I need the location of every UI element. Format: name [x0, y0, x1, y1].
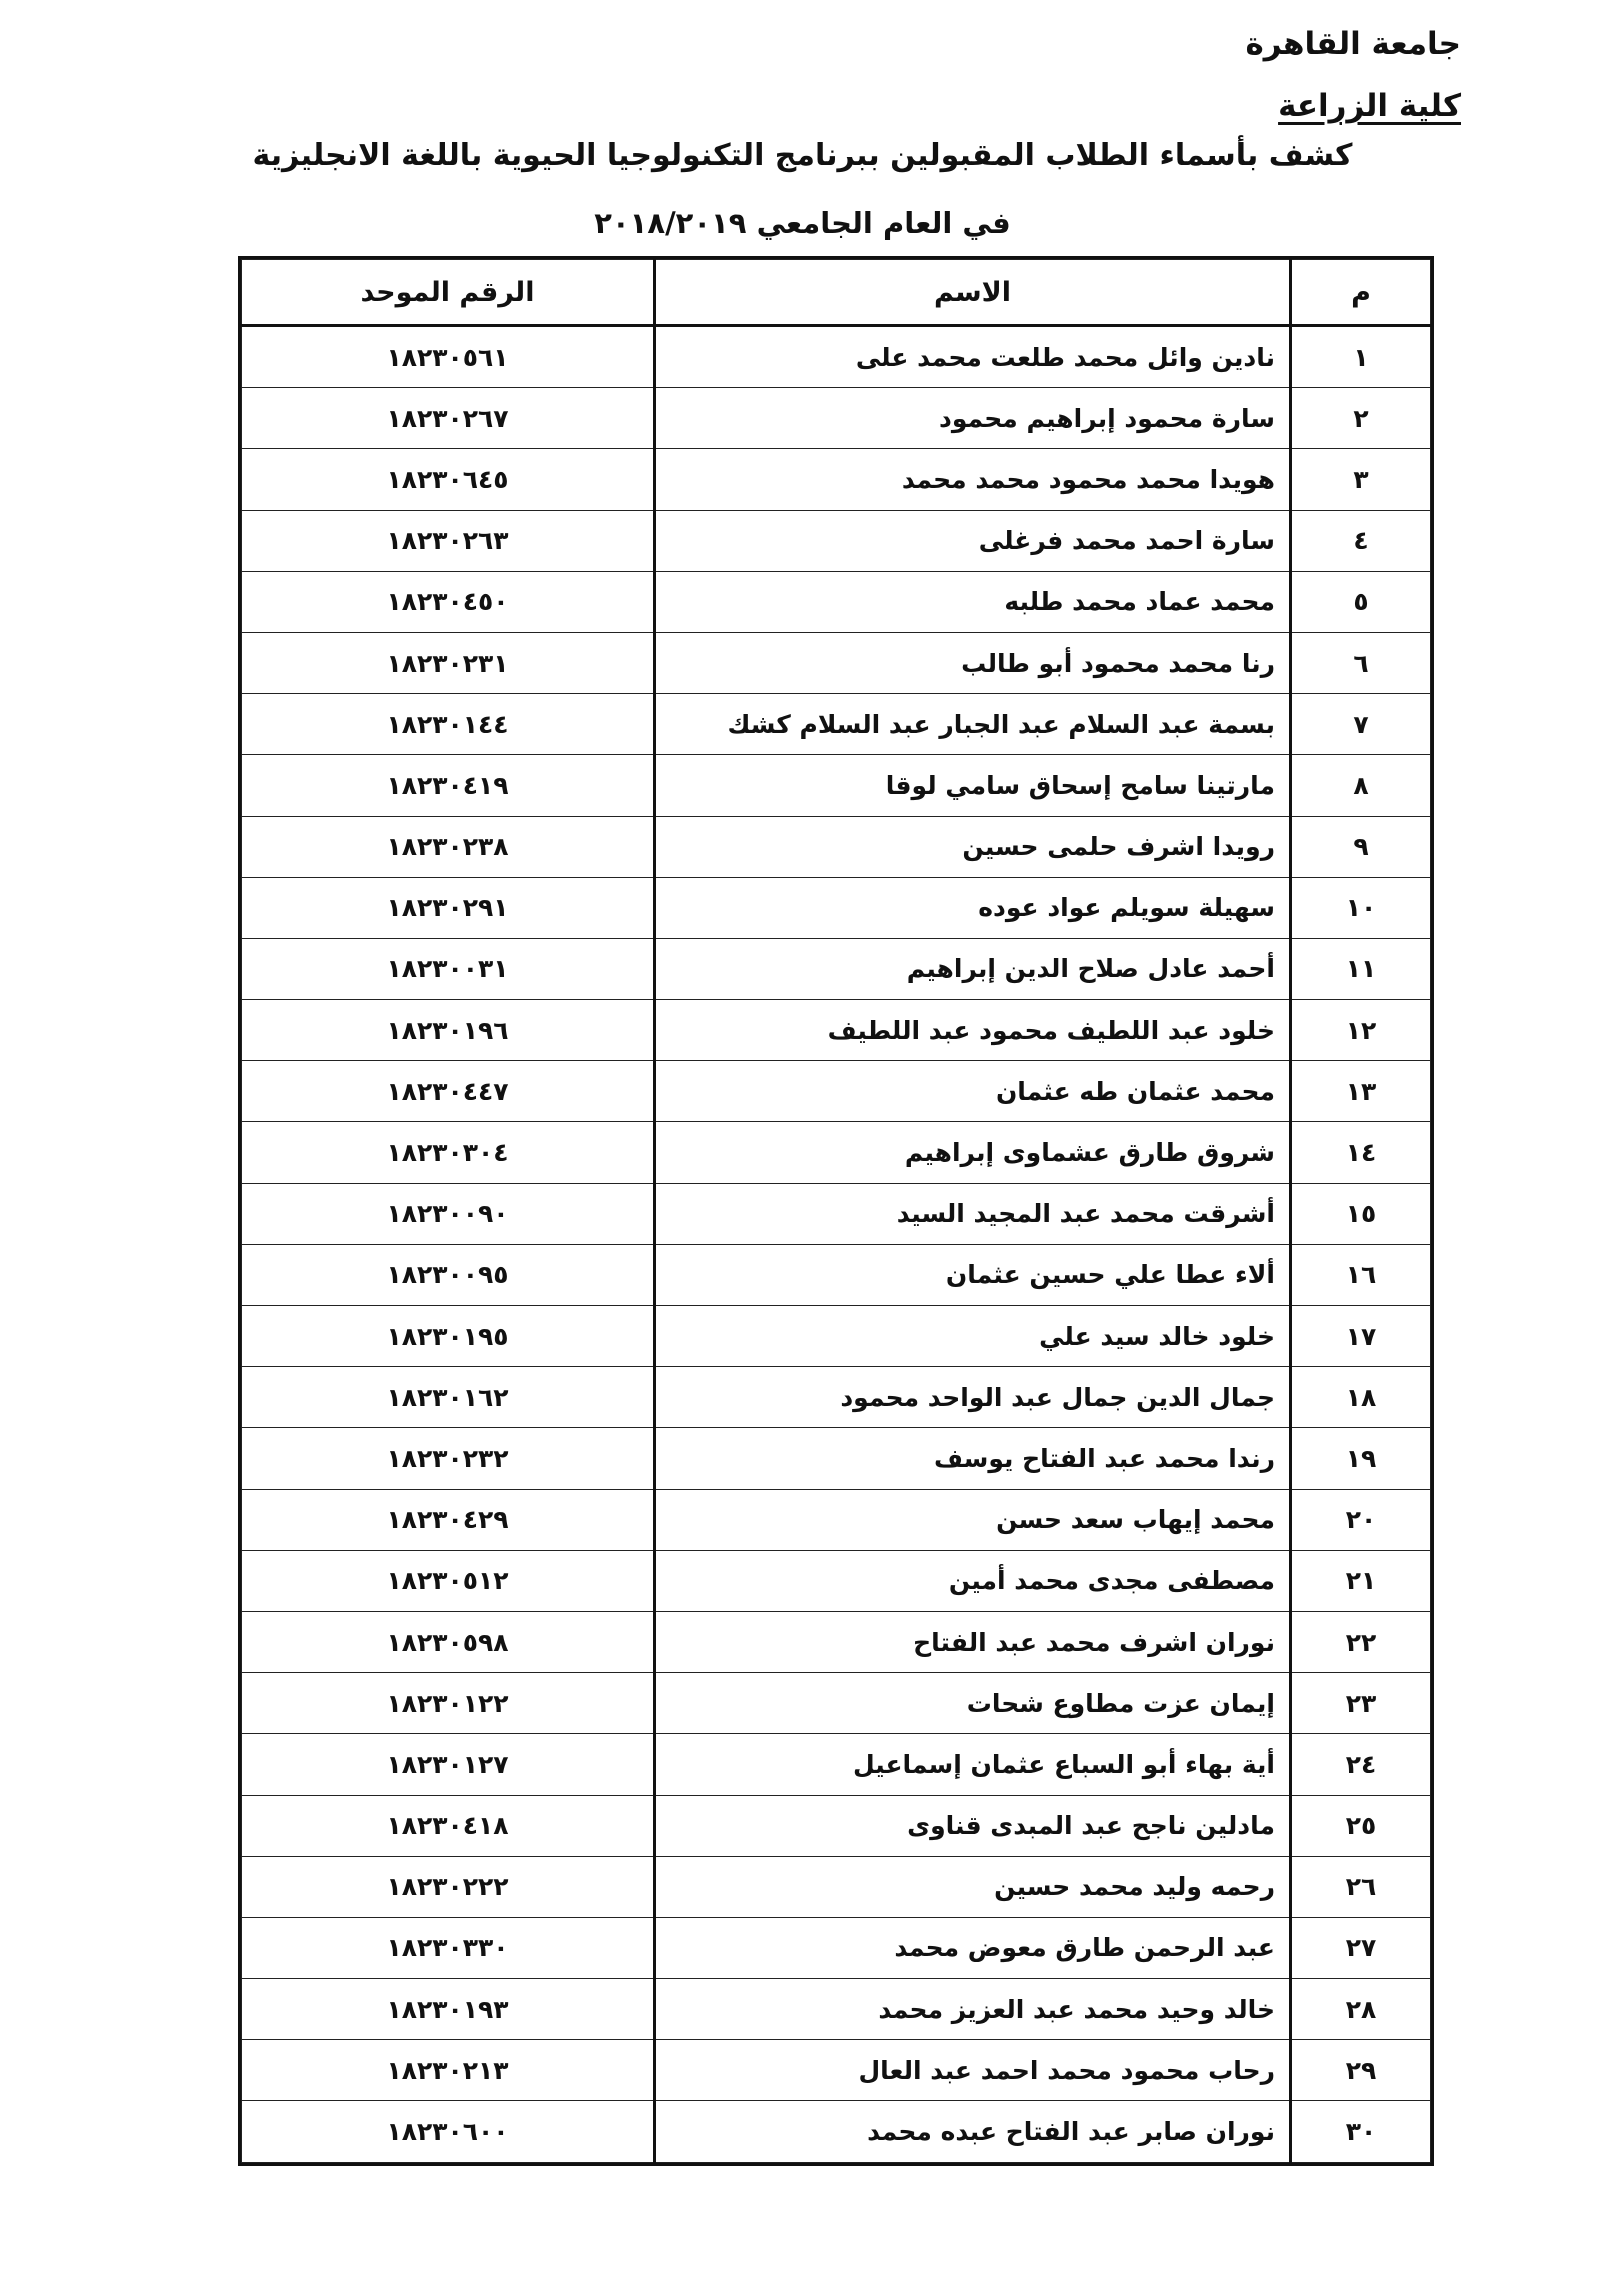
- student-name: رويدا اشرف حلمى حسين: [655, 816, 1291, 877]
- unified-id: ١٨٢٣٠٤١٨: [242, 1795, 655, 1856]
- student-name: رحمه وليد محمد حسين: [655, 1856, 1291, 1917]
- table-row: [242, 1550, 1431, 1611]
- unified-id: ١٨٢٣٠١٩٥: [242, 1306, 655, 1367]
- student-name: إيمان عزت مطاوع شحات: [655, 1673, 1291, 1734]
- table-row: [242, 388, 1431, 449]
- table-row: [242, 1795, 1431, 1856]
- unified-id: ١٨٢٣٠٤١٩: [242, 755, 655, 816]
- row-index: ٢٠: [1291, 1489, 1431, 1550]
- table-row: [242, 1917, 1431, 1978]
- row-index: ١٦: [1291, 1244, 1431, 1305]
- table-row: [242, 326, 1431, 388]
- row-index: ٥: [1291, 571, 1431, 632]
- table-body: [242, 326, 1431, 2163]
- unified-id: ١٨٢٣٠٢٣٢: [242, 1428, 655, 1489]
- row-index: ١٧: [1291, 1306, 1431, 1367]
- unified-id: ١٨٢٣٠٢٣٨: [242, 816, 655, 877]
- row-index: ٢٧: [1291, 1917, 1431, 1978]
- table-row: [242, 877, 1431, 938]
- students-table-grid: [241, 259, 1431, 2163]
- table-header-row: [242, 260, 1431, 326]
- unified-id: ١٨٢٣٠٠٣١: [242, 938, 655, 999]
- row-index: ٢٩: [1291, 2040, 1431, 2101]
- university-name: جامعة القاهرة: [1245, 26, 1461, 62]
- unified-id: ١٨٢٣٠١٦٢: [242, 1367, 655, 1428]
- row-index: ٤: [1291, 510, 1431, 571]
- student-name: شروق طارق عشماوى إبراهيم: [655, 1122, 1291, 1183]
- student-name: نوران اشرف محمد عبد الفتاح: [655, 1611, 1291, 1672]
- unified-id: ١٨٢٣٠٢٦٧: [242, 388, 655, 449]
- student-name: أية بهاء أبو السباع عثمان إسماعيل: [655, 1734, 1291, 1795]
- table-row: [242, 1367, 1431, 1428]
- column-header-unified-id: الرقم الموحد: [242, 260, 655, 326]
- student-name: سارة محمود إبراهيم محمود: [655, 388, 1291, 449]
- student-name: هويدا محمد محمود محمد محمد: [655, 449, 1291, 510]
- column-header-index: م: [1291, 260, 1431, 326]
- table-row: [242, 2040, 1431, 2101]
- row-index: ٢٢: [1291, 1611, 1431, 1672]
- student-name: أحمد عادل صلاح الدين إبراهيم: [655, 938, 1291, 999]
- row-index: ٢٦: [1291, 1856, 1431, 1917]
- row-index: ١٣: [1291, 1061, 1431, 1122]
- unified-id: ١٨٢٣٠١٩٣: [242, 1979, 655, 2040]
- student-name: رندا محمد عبد الفتاح يوسف: [655, 1428, 1291, 1489]
- unified-id: ١٨٢٣٠٢٩١: [242, 877, 655, 938]
- table-row: [242, 1428, 1431, 1489]
- row-index: ١: [1291, 326, 1431, 388]
- student-name: رحاب محمود محمد احمد عبد العال: [655, 2040, 1291, 2101]
- table-row: [242, 632, 1431, 693]
- student-name: محمد عماد محمد طلبه: [655, 571, 1291, 632]
- row-index: ٣٠: [1291, 2101, 1431, 2163]
- row-index: ١٤: [1291, 1122, 1431, 1183]
- unified-id: ١٨٢٣٠٤٤٧: [242, 1061, 655, 1122]
- student-name: سهيلة سويلم عواد عوده: [655, 877, 1291, 938]
- row-index: ١٥: [1291, 1183, 1431, 1244]
- row-index: ١١: [1291, 938, 1431, 999]
- row-index: ٢٣: [1291, 1673, 1431, 1734]
- table-row: [242, 1183, 1431, 1244]
- student-name: جمال الدين جمال عبد الواحد محمود: [655, 1367, 1291, 1428]
- document-title: كشف بأسماء الطلاب المقبولين ببرنامج التكنولوجيا الحيوية باللغة الانجليزية: [252, 138, 1353, 173]
- table-row: [242, 755, 1431, 816]
- unified-id: ١٨٢٣٠٣٠٤: [242, 1122, 655, 1183]
- table-row: [242, 816, 1431, 877]
- academic-year: في العام الجامعي ٢٠١٨/٢٠١٩: [594, 206, 1011, 240]
- table-row: [242, 1611, 1431, 1672]
- student-name: نوران صابر عبد الفتاح عبده محمد: [655, 2101, 1291, 2163]
- unified-id: ١٨٢٣٠٢٦٣: [242, 510, 655, 571]
- student-name: أشرقت محمد عبد المجيد السيد: [655, 1183, 1291, 1244]
- unified-id: ١٨٢٣٠٥٦١: [242, 326, 655, 388]
- unified-id: ١٨٢٣٠٤٥٠: [242, 571, 655, 632]
- column-header-name: الاسم: [655, 260, 1291, 326]
- row-index: ٩: [1291, 816, 1431, 877]
- table-row: [242, 449, 1431, 510]
- student-name: ألاء عطا علي حسين عثمان: [655, 1244, 1291, 1305]
- students-table: [238, 256, 1434, 2166]
- unified-id: ١٨٢٣٠٢١٣: [242, 2040, 655, 2101]
- student-name: مارتينا سامح إسحاق سامي لوقا: [655, 755, 1291, 816]
- row-index: ٣: [1291, 449, 1431, 510]
- unified-id: ١٨٢٣٠٢٣١: [242, 632, 655, 693]
- row-index: ١٨: [1291, 1367, 1431, 1428]
- student-name: سارة احمد محمد فرغلى: [655, 510, 1291, 571]
- table-row: [242, 1122, 1431, 1183]
- student-name: خالد وحيد محمد عبد العزيز محمد: [655, 1979, 1291, 2040]
- row-index: ٢٨: [1291, 1979, 1431, 2040]
- table-row: [242, 1244, 1431, 1305]
- table-row: [242, 1979, 1431, 2040]
- student-name: نادين وائل محمد طلعت محمد على: [655, 326, 1291, 388]
- unified-id: ١٨٢٣٠٥١٢: [242, 1550, 655, 1611]
- unified-id: ١٨٢٣٠٢٢٢: [242, 1856, 655, 1917]
- unified-id: ١٨٢٣٠٥٩٨: [242, 1611, 655, 1672]
- student-name: عبد الرحمن طارق معوض محمد: [655, 1917, 1291, 1978]
- table-row: [242, 1489, 1431, 1550]
- table-row: [242, 1856, 1431, 1917]
- table-row: [242, 1061, 1431, 1122]
- student-name: بسمة عبد السلام عبد الجبار عبد السلام كشك: [655, 694, 1291, 755]
- table-row: [242, 1000, 1431, 1061]
- row-index: ١٩: [1291, 1428, 1431, 1489]
- row-index: ١٢: [1291, 1000, 1431, 1061]
- unified-id: ١٨٢٣٠٤٢٩: [242, 1489, 655, 1550]
- student-name: خلود عبد اللطيف محمود عبد اللطيف: [655, 1000, 1291, 1061]
- table-row: [242, 2101, 1431, 2163]
- table-row: [242, 571, 1431, 632]
- unified-id: ١٨٢٣٠١٢٢: [242, 1673, 655, 1734]
- unified-id: ١٨٢٣٠٣٣٠: [242, 1917, 655, 1978]
- table-row: [242, 694, 1431, 755]
- table-row: [242, 1306, 1431, 1367]
- row-index: ٢: [1291, 388, 1431, 449]
- table-row: [242, 938, 1431, 999]
- unified-id: ١٨٢٣٠٦٤٥: [242, 449, 655, 510]
- student-name: رنا محمد محمود أبو طالب: [655, 632, 1291, 693]
- row-index: ١٠: [1291, 877, 1431, 938]
- row-index: ٢٥: [1291, 1795, 1431, 1856]
- student-name: محمد إيهاب سعد حسن: [655, 1489, 1291, 1550]
- row-index: ٨: [1291, 755, 1431, 816]
- unified-id: ١٨٢٣٠٠٩٥: [242, 1244, 655, 1305]
- unified-id: ١٨٢٣٠١٢٧: [242, 1734, 655, 1795]
- table-row: [242, 1734, 1431, 1795]
- faculty-name: كلية الزراعة: [1278, 88, 1461, 124]
- student-name: خلود خالد سيد علي: [655, 1306, 1291, 1367]
- unified-id: ١٨٢٣٠٠٩٠: [242, 1183, 655, 1244]
- row-index: ٦: [1291, 632, 1431, 693]
- table-row: [242, 510, 1431, 571]
- unified-id: ١٨٢٣٠١٩٦: [242, 1000, 655, 1061]
- unified-id: ١٨٢٣٠٦٠٠: [242, 2101, 655, 2163]
- unified-id: ١٨٢٣٠١٤٤: [242, 694, 655, 755]
- student-name: محمد عثمان طه عثمان: [655, 1061, 1291, 1122]
- student-name: مادلين ناجح عبد المبدى قناوى: [655, 1795, 1291, 1856]
- row-index: ٢١: [1291, 1550, 1431, 1611]
- row-index: ٢٤: [1291, 1734, 1431, 1795]
- student-name: مصطفى مجدى محمد أمين: [655, 1550, 1291, 1611]
- row-index: ٧: [1291, 694, 1431, 755]
- table-row: [242, 1673, 1431, 1734]
